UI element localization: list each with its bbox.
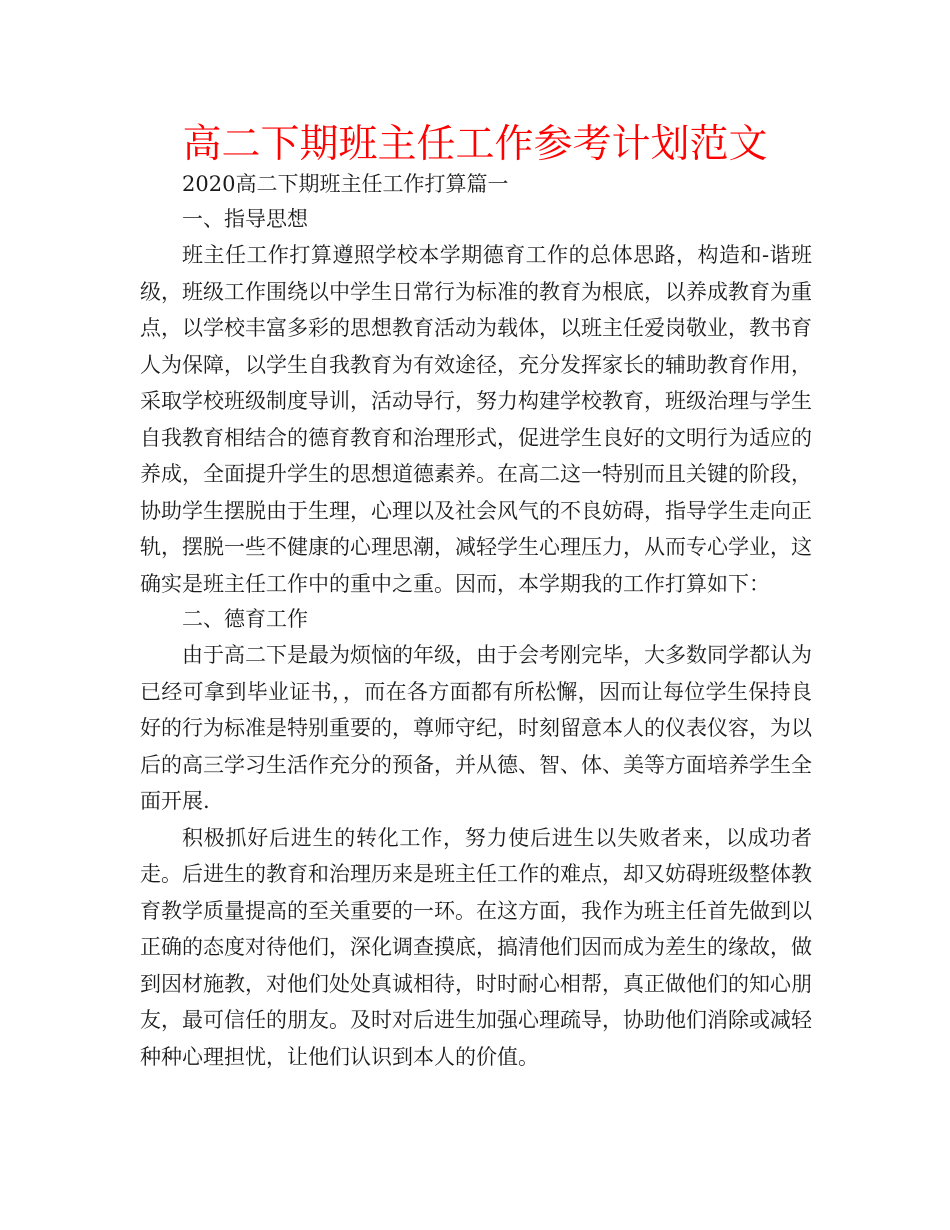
document-body: [140, 167, 812, 1075]
paragraph-moral-education-2: 积极抓好后进生的转化工作，努力使后进生以失败者来，以成功者走。后进生的教育和治理历来是班主任工作的难点，却又妨碍班级整体教育教学质量提高的至关重要的一环。在这方面，我作为班主任首先做到以正确的态度对待他们，深化调查摸底，搞清他们因而成为差生的缘故，做到因材施教，对他们处处真诚相待，时时耐心相帮，真正做他们的知心朋友，最可信任的朋友。及时对后进生加强心理疏导，协助他们消除或减轻种种心理担忧，让他们认识到本人的价值。: [140, 825, 812, 1069]
document-subtitle: 2020高二下期班主任工作打算篇一: [182, 172, 509, 196]
paragraph-guiding-ideology: 班主任工作打算遵照学校本学期德育工作的总体思路，构造和-谐班级，班级工作围绕以中学生日常行为标准的教育为根底，以养成教育为重点，以学校丰富多彩的思想教育活动为载体，以班主任爱岗敬业，教书育人为保障，以学生自我教育为有效途径，充分发挥家长的辅助教育作用，采取学校班级制度导训，活动导行，努力构建学校教育，班级治理与学生自我教育相结合的德育教育和治理形式，促进学生良好的文明行为适应的养成，全面提升学生的思想道德素养。在高二这一特别而且关键的阶段，协助学生摆脱由于生理，心理以及社会风气的不良妨碍，指导学生走向正轨，摆脱一些不健康的心理思潮，减轻学生心理压力，从而专心学业，这确实是班主任工作中的重中之重。因而，本学期我的工作打算如下：: [140, 243, 812, 596]
section-heading-guiding-ideology: 一、指导思想: [182, 207, 308, 231]
paragraph-moral-education-1: 由于高二下是最为烦恼的年级，由于会考刚完毕，大多数同学都认为已经可拿到毕业证书，，而在各方面都有所松懈，因而让每位学生保持良好的行为标准是特别重要的，尊师守纪，时刻留意本人的仪表仪容，为以后的高三学习生活作充分的预备，并从德、智、体、美等方面培养学生全面开展.: [140, 643, 812, 813]
document-title: 高二下期班主任工作参考计划范文: [182, 122, 768, 167]
section-heading-moral-education: 二、德育工作: [182, 607, 308, 631]
